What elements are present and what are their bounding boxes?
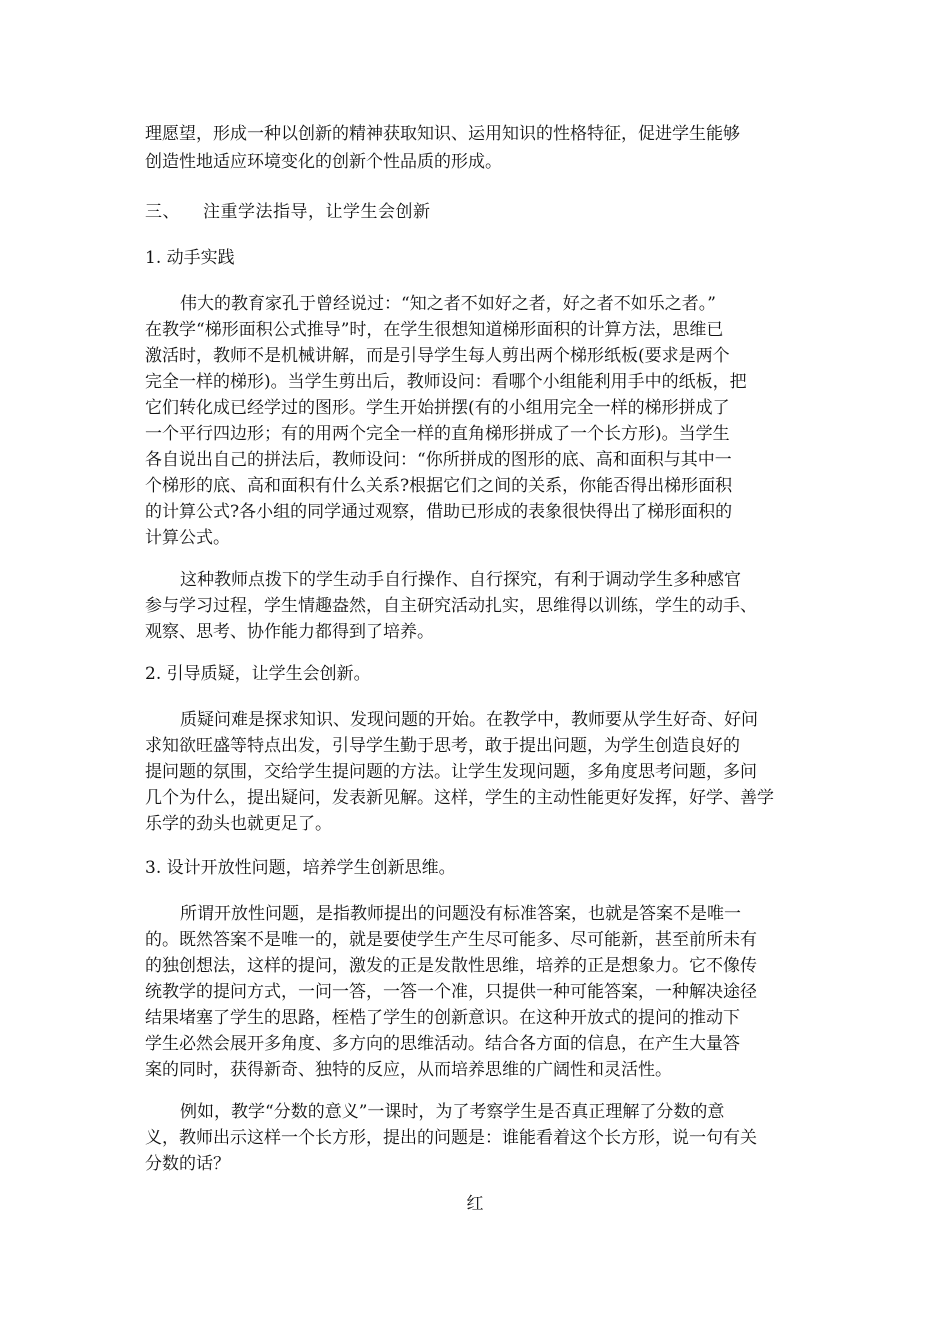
paragraph-line: 这种教师点拨下的学生动手自行操作、自行探究，有利于调动学生多种感官: [180, 570, 741, 590]
page-footer: 红: [466, 1194, 484, 1214]
section-number: 三、: [145, 202, 180, 222]
paragraph-line: 例如，教学“分数的意义”一课时，为了考察学生是否真正理解了分数的意: [180, 1102, 725, 1122]
paragraph-line: 的。既然答案不是唯一的，就是要使学生产生尽可能多、尽可能新，甚至前所未有: [145, 930, 757, 950]
paragraph-line: 一个平行四边形；有的用两个完全一样的直角梯形拼成了一个长方形)。当学生: [145, 424, 730, 444]
paragraph-line: 所谓开放性问题，是指教师提出的问题没有标准答案，也就是答案不是唯一: [180, 904, 741, 924]
paragraph-line: 完全一样的梯形)。当学生剪出后，教师设问：看哪个小组能利用手中的纸板，把: [145, 372, 747, 392]
paragraph-line: 分数的话？: [145, 1154, 230, 1174]
paragraph-line: 乐学的劲头也就更足了。: [145, 814, 332, 834]
paragraph-line: 统教学的提问方式，一问一答，一答一个准，只提供一种可能答案，一种解决途径: [145, 982, 757, 1002]
paragraph-line: 的计算公式?各小组的同学通过观察，借助已形成的表象很快得出了梯形面积的: [145, 502, 733, 522]
subheading: 1. 动手实践: [145, 248, 235, 268]
paragraph-line: 创造性地适应环境变化的创新个性品质的形成。: [145, 152, 502, 172]
paragraph-line: 提问题的氛围，交给学生提问题的方法。让学生发现问题，多角度思考问题，多问: [145, 762, 757, 782]
paragraph-line: 质疑问难是探求知识、发现问题的开始。在教学中，教师要从学生好奇、好问: [180, 710, 758, 730]
paragraph-line: 几个为什么，提出疑问，发表新见解。这样，学生的主动性能更好发挥，好学、善学: [145, 788, 774, 808]
section-heading: [145, 200, 431, 224]
paragraph-line: 求知欲旺盛等特点出发，引导学生勤于思考，敢于提出问题，为学生创造良好的: [145, 736, 740, 756]
paragraph-line: 计算公式。: [145, 528, 230, 548]
paragraph-line: 的独创想法，这样的提问，激发的正是发散性思维，培养的正是想象力。它不像传: [145, 956, 757, 976]
paragraph-line: 参与学习过程，学生情趣盎然，自主研究活动扎实，思维得以训练，学生的动手、: [145, 596, 757, 616]
paragraph-line: 理愿望，形成一种以创新的精神获取知识、运用知识的性格特征，促进学生能够: [145, 124, 740, 144]
paragraph-line: 它们转化成已经学过的图形。学生开始拼摆(有的小组用完全一样的梯形拼成了: [145, 398, 730, 418]
paragraph-line: 义，教师出示这样一个长方形，提出的问题是：谁能看着这个长方形，说一句有关: [145, 1128, 757, 1148]
section-title: 注重学法指导，让学生会创新: [203, 202, 431, 222]
paragraph-line: 学生必然会展开多角度、多方向的思维活动。结合各方面的信息，在产生大量答: [145, 1034, 740, 1054]
paragraph-line: 伟大的教育家孔于曾经说过：“知之者不如好之者，好之者不如乐之者。”: [180, 294, 716, 314]
paragraph-line: 各自说出自己的拼法后，教师设问：“你所拼成的图形的底、高和面积与其中一: [145, 450, 732, 470]
paragraph-line: 激活时，教师不是机械讲解，而是引导学生每人剪出两个梯形纸板(要求是两个: [145, 346, 730, 366]
subheading: 2. 引导质疑，让学生会创新。: [145, 664, 371, 684]
paragraph-line: 个梯形的底、高和面积有什么关系?根据它们之间的关系，你能否得出梯形面积: [145, 476, 733, 496]
paragraph-line: 在教学“梯形面积公式推导”时，在学生很想知道梯形面积的计算方法，思维已: [145, 320, 724, 340]
subheading: 3. 设计开放性问题，培养学生创新思维。: [145, 858, 456, 878]
paragraph-line: 结果堵塞了学生的思路，桎梏了学生的创新意识。在这种开放式的提问的推动下: [145, 1008, 740, 1028]
paragraph-line: 案的同时，获得新奇、独特的反应，从而培养思维的广阔性和灵活性。: [145, 1060, 672, 1080]
paragraph-line: 观察、思考、协作能力都得到了培养。: [145, 622, 434, 642]
